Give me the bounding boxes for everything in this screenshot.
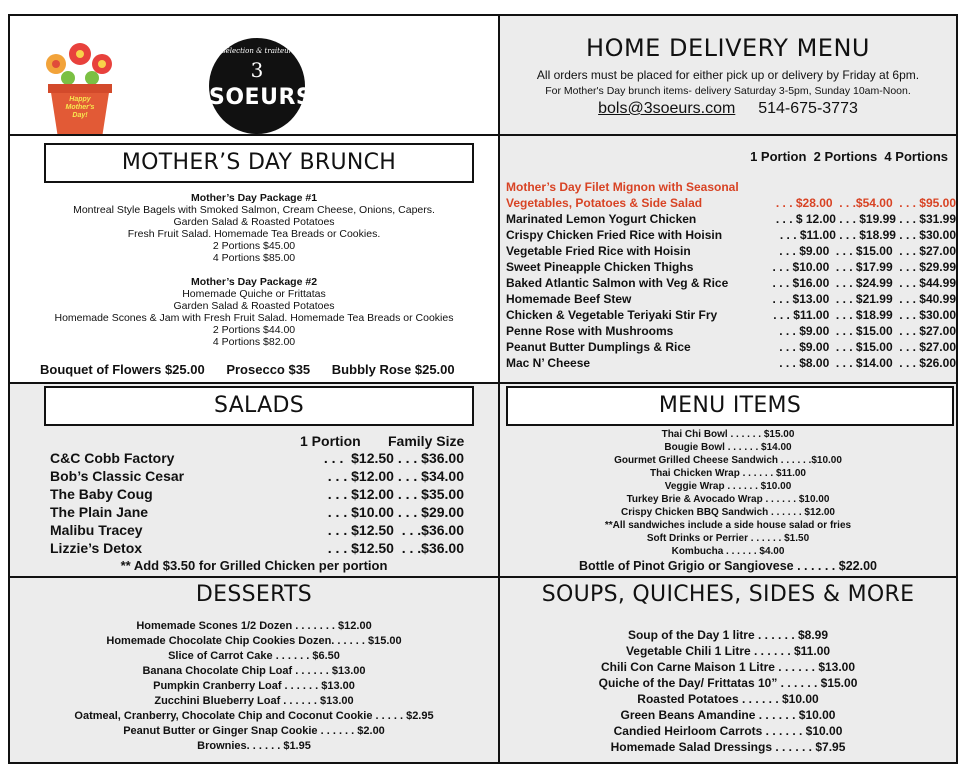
dinner-item-row: Marinated Lemon Yogurt Chicken . . . $ 12.00 . . . $19.99 . . . $31.99 — [506, 212, 956, 226]
menu-item: Gourmet Grilled Cheese Sandwich . . . . . .$10.00 — [614, 455, 842, 466]
soup-side-item: Soup of the Day 1 litre . . . . . . $8.99 — [627, 628, 829, 642]
logo-name: SOEURS — [209, 85, 313, 110]
brunch-panel — [8, 134, 500, 384]
dinner-panel — [498, 134, 958, 384]
phone-number: 514-675-3773 — [758, 100, 858, 117]
salad-row: C&C Cobb Factory . . . $12.50 . . . $36.00 — [50, 450, 464, 466]
dessert-item: Pumpkin Cranberry Loaf . . . . . . $13.00 — [153, 680, 355, 692]
dessert-item: Brownies. . . . . . $1.95 — [197, 740, 311, 752]
featured-item-line1: Mother’s Day Filet Mignon with Seasonal — [506, 180, 739, 194]
salad-row: The Plain Jane . . . $10.00 . . . $29.00 — [50, 504, 464, 520]
logo-tagline: sélection & traiteur — [222, 47, 292, 55]
dinner-item-row: Peanut Butter Dumplings & Rice . . . $9.00 . . . $15.00 . . . $27.00 — [506, 340, 956, 354]
package1-price-2: 2 Portions $45.00 — [212, 240, 296, 252]
dessert-item: Zucchini Blueberry Loaf . . . . . . $13.00 — [154, 695, 354, 707]
salads-panel — [8, 382, 500, 578]
menu-item: Soft Drinks or Perrier . . . . . . $1.50 — [646, 533, 810, 544]
package2-price-4: 4 Portions $82.00 — [212, 336, 296, 348]
dinner-item-row: Penne Rose with Mushrooms . . . $9.00 . . . $15.00 . . . $27.00 — [506, 324, 956, 338]
desserts-title: DESSERTS — [195, 582, 313, 607]
mothers-day-sticker-text: Happy Mother's Day! — [65, 96, 95, 119]
package2-line: Garden Salad & Roasted Potatoes — [173, 300, 335, 312]
page-title: HOME DELIVERY MENU — [586, 34, 870, 62]
menu-item: Kombucha . . . . . . $4.00 — [671, 546, 785, 557]
package2-price-2: 2 Portions $44.00 — [212, 324, 296, 336]
menu-item: Thai Chicken Wrap . . . . . . $11.00 — [650, 468, 806, 479]
package2-title: Mother’s Day Package #2 — [190, 276, 318, 288]
salad-row: Lizzie’s Detox . . . $12.50 . . .$36.00 — [50, 540, 464, 556]
package2-line: Homemade Quiche or Frittatas — [182, 288, 326, 300]
menu-item: Crispy Chicken BBQ Sandwich . . . . . . $12.00 — [621, 507, 835, 518]
featured-item-row — [506, 196, 956, 212]
package1-line: Montreal Style Bagels with Smoked Salmon, Cream Cheese, Onions, Capers. — [73, 204, 435, 216]
soup-side-item: Vegetable Chili 1 Litre . . . . . . $11.00 — [625, 644, 831, 658]
header-info-panel — [498, 14, 958, 136]
soups-panel — [498, 576, 958, 764]
featured-item-line2: Vegetables, Potatoes & Side Salad — [506, 196, 703, 210]
menu-item: Veggie Wrap . . . . . . $10.00 — [664, 481, 792, 492]
soup-side-item: Quiche of the Day/ Frittatas 10” . . . . . . $15.00 — [598, 676, 858, 690]
menu-items-panel — [498, 382, 958, 578]
package2-line: Homemade Scones & Jam with Fresh Fruit Salad. Homemade Tea Breads or Cookies — [54, 312, 454, 324]
dessert-item: Banana Chocolate Chip Loaf . . . . . . $13.00 — [142, 665, 366, 677]
salads-col-1-portion: 1 Portion — [300, 433, 361, 449]
dessert-item: Peanut Butter or Ginger Snap Cookie . . . . . . $2.00 — [123, 725, 385, 737]
menu-item: Bougie Bowl . . . . . . $14.00 — [664, 442, 792, 453]
sandwich-note: **All sandwiches include a side house salad or fries — [604, 520, 852, 531]
extra-flowers: Bouquet of Flowers $25.00 — [40, 362, 205, 377]
package1-price-4: 4 Portions $85.00 — [212, 252, 296, 264]
email-link[interactable]: bols@3soeurs.com — [598, 100, 736, 117]
dinner-item-row: Mac N’ Cheese . . . $8.00 . . . $14.00 . . . $26.00 — [506, 356, 956, 370]
dinner-item-row: Chicken & Vegetable Teriyaki Stir Fry . . . $11.00 . . . $18.99 . . . $30.00 — [506, 308, 956, 322]
soups-title: SOUPS, QUICHES, SIDES & MORE — [541, 582, 915, 607]
dinner-item-row: Baked Atlantic Salmon with Veg & Rice . . . $16.00 . . . $24.99 . . . $44.99 — [506, 276, 956, 290]
contact-line — [500, 100, 956, 118]
brunch-extras — [40, 362, 473, 377]
package1-line: Garden Salad & Roasted Potatoes — [173, 216, 335, 228]
dessert-item: Homemade Scones 1/2 Dozen . . . . . . . $12.00 — [136, 620, 372, 632]
logo-number: 3 — [250, 58, 264, 82]
extra-prosecco: Prosecco $35 — [226, 362, 311, 377]
wine-item: Bottle of Pinot Grigio or Sangiovese . . . . . . $22.00 — [579, 559, 877, 573]
header-logo-panel — [8, 14, 500, 136]
flower-pot-icon — [40, 42, 120, 142]
salad-row: Malibu Tracey . . . $12.50 . . .$36.00 — [50, 522, 464, 538]
salads-col-family-size: Family Size — [388, 433, 465, 449]
extra-bubbly-rose: Bubbly Rose $25.00 — [331, 362, 455, 377]
soup-side-item: Roasted Potatoes . . . . . . $10.00 — [637, 692, 819, 706]
menu-item: Thai Chi Bowl . . . . . . $15.00 — [661, 429, 795, 440]
brunch-title: MOTHER’S DAY BRUNCH — [44, 143, 474, 183]
package1-title: Mother’s Day Package #1 — [190, 192, 318, 204]
dinner-item-row: Homemade Beef Stew . . . $13.00 . . . $21.99 . . . $40.99 — [506, 292, 956, 306]
dessert-item: Slice of Carrot Cake . . . . . . $6.50 — [168, 650, 340, 662]
portion-header: 1 Portion 2 Portions 4 Portions — [750, 149, 948, 164]
soup-side-item: Candied Heirloom Carrots . . . . . . $10.00 — [613, 724, 843, 738]
3-soeurs-logo — [209, 38, 313, 134]
salads-title: SALADS — [44, 386, 474, 426]
dinner-item-row: Vegetable Fried Rice with Hoisin . . . $9.00 . . . $15.00 . . . $27.00 — [506, 244, 956, 258]
dinner-item-row: Crispy Chicken Fried Rice with Hoisin . . . $11.00 . . . $18.99 . . . $30.00 — [506, 228, 956, 242]
brunch-delivery-text: For Mother's Day brunch items- delivery Saturday 3-5pm, Sunday 10am-Noon. — [545, 85, 911, 97]
package1-line: Fresh Fruit Salad. Homemade Tea Breads or Cookies. — [127, 228, 381, 240]
order-deadline-text: All orders must be placed for either pick up or delivery by Friday at 6pm. — [536, 68, 920, 82]
menu-item: Turkey Brie & Avocado Wrap . . . . . . $10.00 — [626, 494, 830, 505]
dinner-item-row: Sweet Pineapple Chicken Thighs . . . $10.00 . . . $17.99 . . . $29.99 — [506, 260, 956, 274]
salad-row: The Baby Coug . . . $12.00 . . . $35.00 — [50, 486, 464, 502]
dessert-item: Homemade Chocolate Chip Cookies Dozen. . . . . . $15.00 — [106, 635, 402, 647]
menu-items-title: MENU ITEMS — [506, 386, 954, 426]
desserts-panel — [8, 576, 500, 764]
soup-side-item: Green Beans Amandine . . . . . . $10.00 — [620, 708, 836, 722]
dessert-item: Oatmeal, Cranberry, Chocolate Chip and Coconut Cookie . . . . . $2.95 — [74, 710, 434, 722]
salad-row: Bob’s Classic Cesar . . . $12.00 . . . $34.00 — [50, 468, 464, 484]
featured-item-prices: . . . $28.00 . . .$54.00 . . . $95.00 — [775, 196, 956, 210]
soup-side-item: Chili Con Carne Maison 1 Litre . . . . . . $13.00 — [600, 660, 856, 674]
salads-chicken-note: ** Add $3.50 for Grilled Chicken per portion — [120, 558, 388, 573]
soup-side-item: Homemade Salad Dressings . . . . . . $7.95 — [610, 740, 846, 754]
